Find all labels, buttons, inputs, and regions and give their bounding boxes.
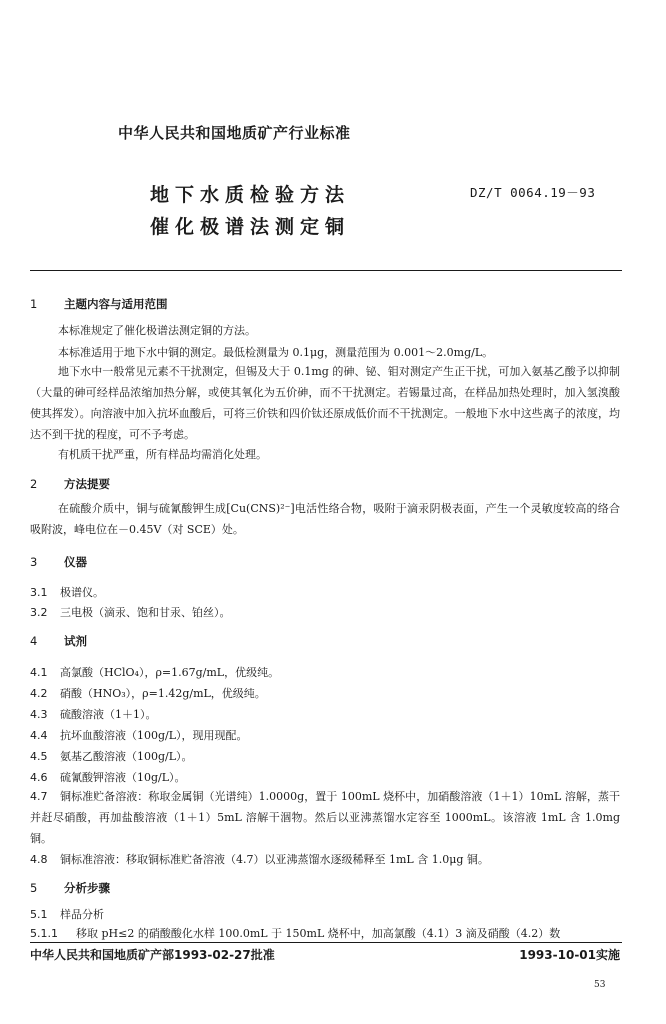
list-item bbox=[30, 925, 560, 941]
subsection-heading bbox=[30, 906, 104, 922]
section-5-heading bbox=[30, 880, 110, 896]
section-number: 5 bbox=[30, 881, 38, 895]
list-item bbox=[30, 769, 186, 785]
item-number: 4.6 bbox=[30, 771, 48, 784]
paragraph: 本标准适用于地下水中铜的测定。最低检测量为 0.1μg，测量范围为 0.001～2.0mg/L。 bbox=[58, 346, 494, 359]
item-text: 铜标准贮备溶液：称取金属铜（光谱纯）1.0000g，置于 100mL 烧杯中，加硝酸溶液（1＋1）10mL 溶解，蒸干并赶尽硝酸，再加盐酸溶液（1＋1）5mL 溶解干涸物。然后以亚沸蒸馏水定容至 1000mL。该溶液 1mL 含 1.0mg 铜。 bbox=[30, 790, 620, 845]
list-item bbox=[30, 706, 157, 722]
section-number: 4 bbox=[30, 634, 38, 648]
item-text: 三电极（滴汞、饱和甘汞、铂丝）。 bbox=[60, 606, 231, 619]
list-item bbox=[30, 604, 231, 620]
item-text: 样品分析 bbox=[60, 908, 104, 921]
section-1-heading bbox=[30, 296, 168, 312]
item-number: 4.7 bbox=[30, 790, 48, 803]
approval-line: 中华人民共和国地质矿产部1993-02-27批准 bbox=[30, 948, 275, 962]
section-number: 2 bbox=[30, 477, 38, 491]
item-text: 硫氰酸钾溶液（10g/L）。 bbox=[60, 771, 186, 784]
item-text: 抗坏血酸溶液（100g/L），现用现配。 bbox=[60, 729, 248, 742]
list-item bbox=[30, 748, 193, 764]
item-text: 硫酸溶液（1＋1）。 bbox=[60, 708, 157, 721]
list-item bbox=[30, 664, 279, 680]
item-text: 铜标准溶液：移取铜标准贮备溶液（4.7）以亚沸蒸馏水逐级稀释至 1mL 含 1.0μg 铜。 bbox=[60, 853, 489, 866]
item-text: 硝酸（HNO₃），ρ=1.42g/mL，优级纯。 bbox=[60, 687, 266, 700]
document-title-line1: 地下水质检验方法 bbox=[150, 184, 351, 206]
item-number: 4.8 bbox=[30, 853, 48, 866]
effective-date: 1993-10-01实施 bbox=[519, 948, 620, 962]
item-number: 4.2 bbox=[30, 687, 48, 700]
item-number: 3.2 bbox=[30, 606, 48, 619]
paragraph-interference: 地下水中一般常见元素不干扰测定，但锡及大于 0.1mg 的砷、铋、钼对测定产生正干扰，可加入氨基乙酸予以抑制（大量的砷可经样品浓缩加热分解，或使其氧化为五价砷，而不干扰测定。若锡量过高，在样品加热处理时，加入氢溴酸使其挥发）。向溶液中加入抗坏血酸后，可将三价铁和四价钛还原成低价而不干扰测定。一般地下水中这些离子的浓度，均达不到干扰的程度，可不予考虑。 bbox=[30, 365, 620, 441]
section-number: 3 bbox=[30, 555, 38, 569]
list-item bbox=[30, 584, 104, 600]
item-number: 3.1 bbox=[30, 586, 48, 599]
item-number: 4.4 bbox=[30, 729, 48, 742]
list-item bbox=[30, 851, 489, 867]
item-text: 移取 pH≤2 的硝酸酸化水样 100.0mL 于 150mL 烧杯中，加高氯酸（4.1）3 滴及硝酸（4.2）数 bbox=[76, 927, 561, 940]
standard-code: DZ/T 0064.19－93 bbox=[470, 185, 596, 200]
section-title: 分析步骤 bbox=[64, 881, 110, 895]
section-title: 试剂 bbox=[64, 634, 87, 648]
footer-divider bbox=[30, 942, 622, 943]
item-number: 4.3 bbox=[30, 708, 48, 721]
paragraph-method-summary: 在硫酸介质中，铜与硫氰酸钾生成[Cu(CNS)²⁻]电活性络合物，吸附于滴汞阴极表面，产生一个灵敏度较高的络合吸附波，峰电位在－0.45V（对 SCE）处。 bbox=[30, 502, 620, 536]
item-number: 5.1 bbox=[30, 908, 48, 921]
item-text: 极谱仪。 bbox=[60, 586, 104, 599]
header-divider bbox=[30, 270, 622, 271]
item-number: 4.1 bbox=[30, 666, 48, 679]
section-title: 方法提要 bbox=[64, 477, 110, 491]
section-title: 主题内容与适用范围 bbox=[64, 297, 168, 311]
section-4-heading bbox=[30, 633, 87, 649]
list-item bbox=[30, 685, 266, 701]
list-item bbox=[30, 727, 248, 743]
section-3-heading bbox=[30, 554, 87, 570]
org-standard-header: 中华人民共和国地质矿产行业标准 bbox=[118, 124, 351, 142]
paragraph: 有机质干扰严重，所有样品均需消化处理。 bbox=[58, 448, 267, 461]
item-number: 4.5 bbox=[30, 750, 48, 763]
paragraph: 本标准规定了催化极谱法测定铜的方法。 bbox=[58, 324, 256, 337]
section-number: 1 bbox=[30, 297, 38, 311]
item-number: 5.1.1 bbox=[30, 927, 58, 940]
item-text: 高氯酸（HClO₄），ρ=1.67g/mL，优级纯。 bbox=[60, 666, 280, 679]
section-title: 仪器 bbox=[64, 555, 87, 569]
section-2-heading bbox=[30, 476, 110, 492]
item-text: 氨基乙酸溶液（100g/L）。 bbox=[60, 750, 193, 763]
page-number: 53 bbox=[594, 980, 606, 990]
document-title-line2: 催化极谱法测定铜 bbox=[150, 216, 351, 238]
list-item-4-7 bbox=[30, 786, 620, 849]
